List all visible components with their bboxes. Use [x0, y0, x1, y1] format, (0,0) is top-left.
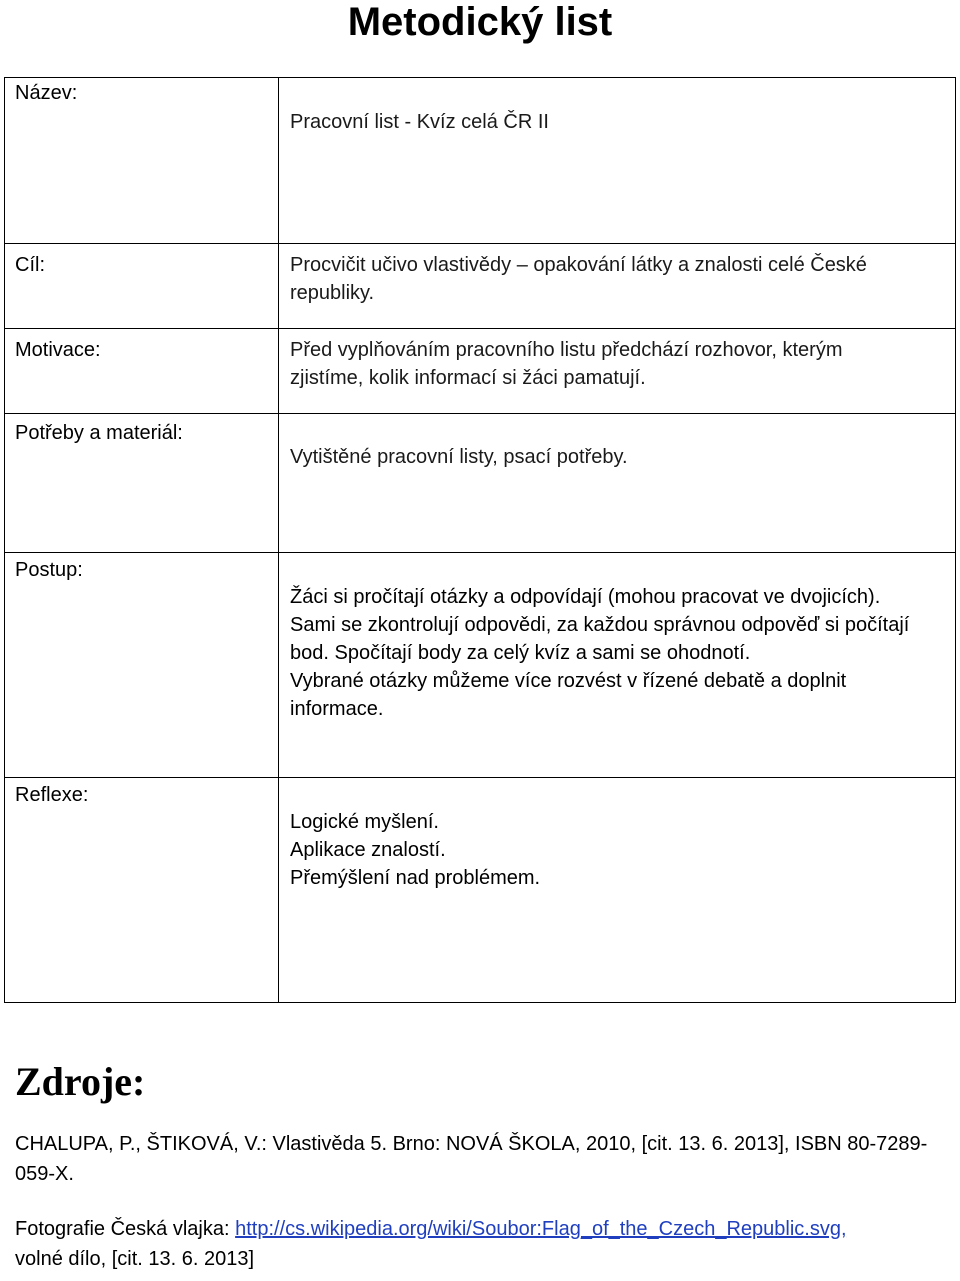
photo-prefix: Fotografie Česká vlajka:	[15, 1218, 236, 1240]
citation-line: volné dílo, [cit. 13. 6. 2013]	[15, 1248, 255, 1270]
row-value	[290, 251, 947, 307]
citation-line: CHALUPA, P., ŠTIKOVÁ, V.: Vlastivěda 5. Brno: NOVÁ ŠKOLA, 2010, [cit. 13. 6. 2013], ISBN 80-7289-	[15, 1133, 928, 1155]
sources-heading: Zdroje:	[15, 1059, 146, 1104]
row-label: Reflexe:	[15, 784, 89, 806]
photo-citation	[15, 1214, 945, 1274]
text-line: informace.	[290, 698, 384, 720]
row-label: Název:	[15, 82, 78, 104]
row-value: Pracovní list - Kvíz celá ČR II	[290, 111, 549, 133]
row-label: Postup:	[15, 559, 83, 581]
citation-line	[15, 1214, 945, 1244]
text-line: Žáci si pročítají otázky a odpovídají (mohou pracovat ve dvojicích).	[290, 586, 881, 608]
row-value: Vytištěné pracovní listy, psací potřeby.	[290, 446, 628, 468]
value-cell	[279, 414, 956, 553]
method-sheet-table	[4, 77, 956, 1003]
wikipedia-link[interactable]: http://cs.wikipedia.org/wiki/Soubor:Flag_of_the_Czech_Republic.svg,	[235, 1218, 847, 1240]
row-label: Motivace:	[15, 339, 101, 361]
label-cell	[5, 414, 279, 553]
row-potreby	[5, 414, 956, 553]
book-citation	[15, 1129, 945, 1189]
page-title: Metodický list	[347, 0, 613, 44]
row-label: Potřeby a materiál:	[15, 422, 183, 444]
row-reflexe	[5, 778, 956, 1003]
row-label: Cíl:	[15, 254, 45, 276]
text-line: Vybrané otázky můžeme více rozvést v řízené debatě a doplnit	[290, 670, 847, 692]
text-line: Procvičit učivo vlastivědy – opakování látky a znalosti celé České	[290, 254, 867, 276]
text-line: republiky.	[290, 282, 375, 304]
text-line: Logické myšlení.	[290, 811, 439, 833]
row-value	[290, 583, 947, 723]
label-cell	[5, 78, 279, 244]
citation-line: 059-X.	[15, 1163, 74, 1185]
row-nazev	[5, 78, 956, 244]
label-cell	[5, 553, 279, 778]
row-motivace	[5, 329, 956, 414]
text-line: zjistíme, kolik informací si žáci pamatují.	[290, 367, 646, 389]
row-value	[290, 336, 947, 392]
value-cell	[279, 244, 956, 329]
row-cil	[5, 244, 956, 329]
text-line: bod. Spočítají body za celý kvíz a sami se ohodnotí.	[290, 642, 751, 664]
value-cell	[279, 329, 956, 414]
value-cell	[279, 78, 956, 244]
text-line: Přemýšlení nad problémem.	[290, 867, 541, 889]
value-cell	[279, 778, 956, 1003]
row-value	[290, 808, 947, 892]
text-line: Před vyplňováním pracovního listu předchází rozhovor, kterým	[290, 339, 843, 361]
text-line: Sami se zkontrolují odpovědi, za každou správnou odpověď si počítají	[290, 614, 910, 636]
label-cell	[5, 244, 279, 329]
value-cell	[279, 553, 956, 778]
label-cell	[5, 329, 279, 414]
sources-section	[15, 1058, 945, 1274]
text-line: Aplikace znalostí.	[290, 839, 446, 861]
row-postup	[5, 553, 956, 778]
label-cell	[5, 778, 279, 1003]
